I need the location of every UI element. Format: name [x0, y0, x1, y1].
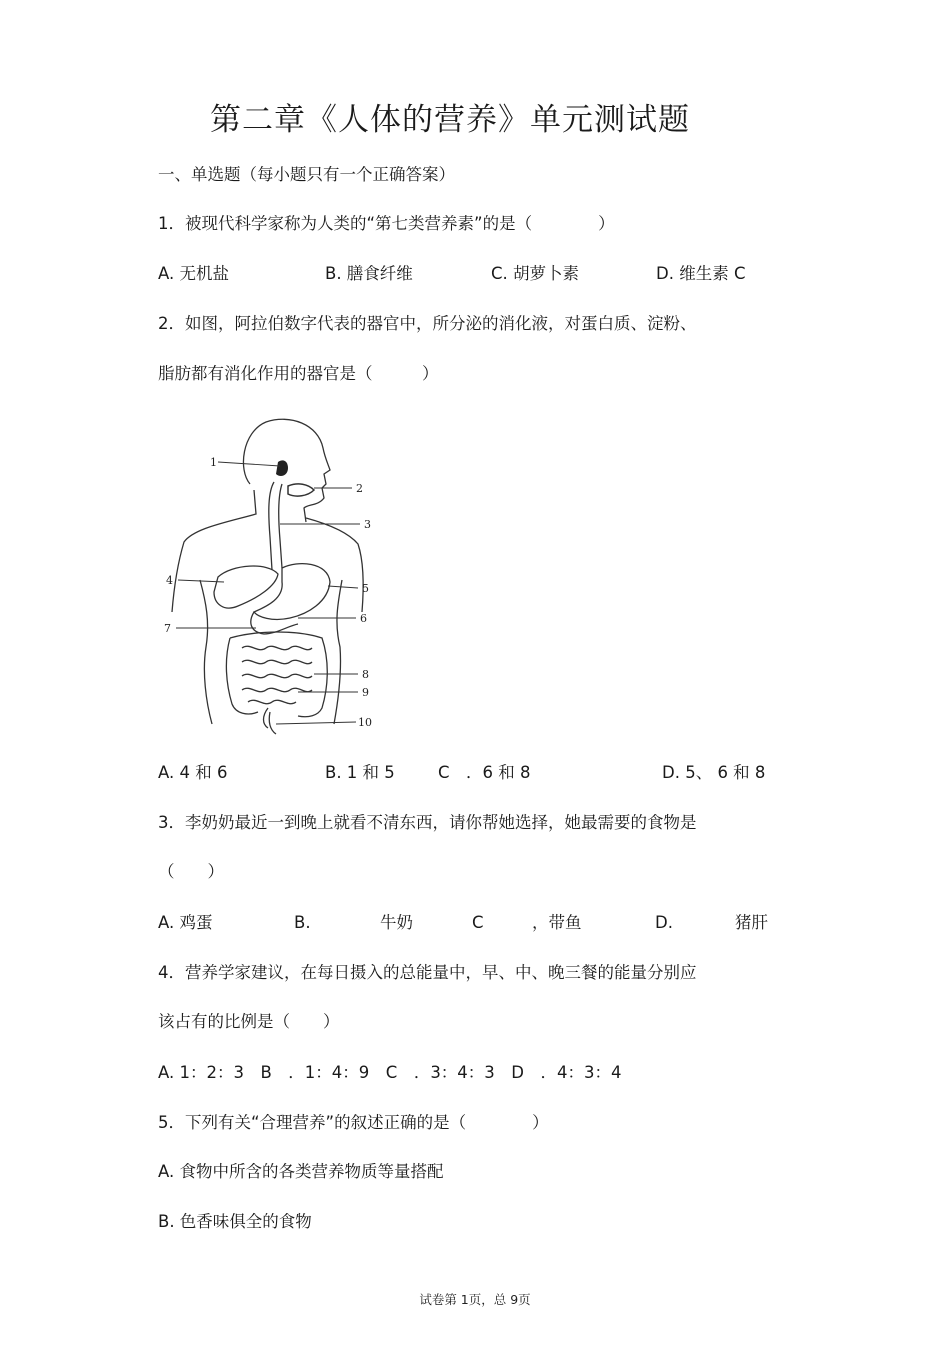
figure-label-6: 6	[360, 612, 367, 625]
q2-option-d: D. 5、 6 和 8	[662, 763, 766, 782]
q1-option-a: A. 无机盐	[158, 264, 229, 283]
q2-option-a: A. 4 和 6	[158, 763, 228, 782]
question-1-stem: 1．被现代科学家称为人类的“第七类营养素”的是（ ）	[158, 214, 615, 233]
q3-option-c-letter: C	[472, 913, 484, 932]
figure-label-1: 1	[210, 456, 217, 469]
page-title: 第二章《人体的营养》单元测试题	[210, 102, 690, 138]
q3-option-b-text: 牛奶	[380, 913, 413, 932]
q3-option-d-text: 猪肝	[735, 913, 768, 932]
question-4-stem-line1: 4．营养学家建议，在每日摄入的总能量中，早、中、晚三餐的能量分别应	[158, 963, 697, 982]
q2-option-b: B. 1 和 5	[325, 763, 395, 782]
page-footer: 试卷第 1页，总 9页	[419, 1292, 531, 1307]
figure-label-8: 8	[362, 668, 369, 681]
q1-option-c: C. 胡萝卜素	[491, 264, 580, 283]
q5-option-b: B. 色香味俱全的食物	[158, 1212, 312, 1231]
figure-label-10: 10	[358, 716, 372, 729]
q2-option-c: C ．6 和 8	[438, 763, 531, 782]
figure-label-9: 9	[362, 686, 369, 699]
digestive-system-figure	[158, 412, 388, 737]
figure-label-5: 5	[362, 582, 369, 595]
question-1-options	[0, 262, 950, 286]
question-4-stem-line2: 该占有的比例是（ ）	[158, 1012, 340, 1031]
q1-option-d: D. 维生素 C	[656, 264, 746, 283]
question-3-options	[0, 911, 950, 935]
question-2-options	[0, 761, 950, 785]
figure-label-4: 4	[166, 574, 173, 587]
section-heading: 一、单选题（每小题只有一个正确答案）	[158, 165, 455, 184]
question-3-stem-line2: （ ）	[158, 862, 224, 881]
question-2-stem-line1: 2．如图，阿拉伯数字代表的器官中，所分泌的消化液，对蛋白质、淀粉、	[158, 314, 697, 333]
question-2-stem-line2: 脂肪都有消化作用的器官是（ ）	[158, 364, 439, 383]
figure-label-2: 2	[356, 482, 363, 495]
q3-option-b-letter: B.	[294, 913, 311, 932]
q3-option-a: A. 鸡蛋	[158, 913, 213, 932]
question-4-options: A. 1：2：3 B ．1：4：9 C ．3：4：3 D ．4：3：4	[158, 1063, 622, 1082]
q3-option-c-text: ，带鱼	[532, 913, 582, 932]
figure-label-3: 3	[364, 518, 371, 531]
q5-option-a: A. 食物中所含的各类营养物质等量搭配	[158, 1162, 444, 1181]
q1-option-b: B. 膳食纤维	[325, 264, 413, 283]
q3-option-d-letter: D.	[655, 913, 673, 932]
question-5-stem: 5．下列有关“合理营养”的叙述正确的是（ ）	[158, 1113, 549, 1132]
figure-label-7: 7	[164, 622, 171, 635]
question-3-stem-line1: 3．李奶奶最近一到晚上就看不清东西，请你帮她选择，她最需要的食物是	[158, 813, 697, 832]
